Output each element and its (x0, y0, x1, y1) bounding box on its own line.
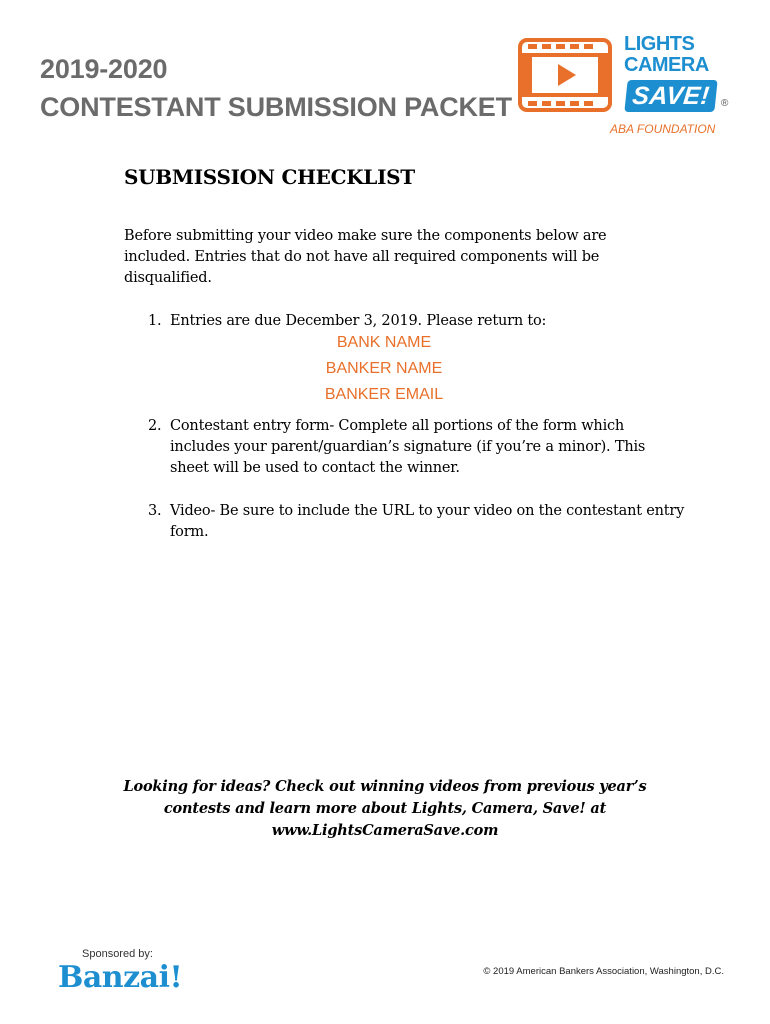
film-play-icon (518, 38, 612, 112)
sponsored-label: Sponsored by: (82, 948, 153, 960)
logo-word-camera: CAMERA (624, 54, 709, 76)
logo-wordmark (624, 34, 709, 76)
logo-save-badge: SAVE! (624, 80, 717, 112)
ideas-line-2: contests and learn more about Lights, Camera, Save! at (163, 800, 607, 817)
bank-name-placeholder: BANK NAME (336, 334, 432, 351)
logo-word-lights: LIGHTS (624, 33, 695, 55)
page-title-year: 2019-2020 (40, 54, 168, 84)
checklist-item-3 (148, 501, 688, 543)
ideas-line-1: Looking for ideas? Check out winning videos from previous year’s (123, 778, 647, 795)
registered-mark: ® (721, 98, 729, 109)
lights-camera-save-logo (518, 34, 728, 144)
checklist-item-2 (148, 416, 688, 479)
checklist-item-text: Contestant entry form- Complete all portions of the form which includes your parent/guardian’s signature (if you’re a minor). This sheet will be used to contact the winner. (170, 418, 646, 476)
checklist-item-text: Video- Be sure to include the URL to your video on the contestant entry form. (170, 503, 685, 540)
copyright-notice: © 2019 American Bankers Association, Washington, D.C. (483, 966, 724, 977)
checklist-item-number: 2. (148, 418, 162, 434)
page-title (40, 50, 512, 126)
banker-name-placeholder: BANKER NAME (325, 360, 443, 377)
ideas-callout (100, 776, 670, 842)
banker-email-placeholder: BANKER EMAIL (324, 386, 444, 403)
checklist-intro: Before submitting your video make sure the components below are included. Entries that do not have all required components will be disqualified. (124, 228, 607, 286)
logo-organization: ABA FOUNDATION (610, 122, 716, 136)
checklist-item-text: Entries are due December 3, 2019. Please return to: (170, 313, 547, 329)
checklist-item-number: 3. (148, 503, 162, 519)
ideas-website: www.LightsCameraSave.com (271, 822, 499, 839)
banzai-logo: Banzai! (58, 960, 183, 995)
checklist-item-1 (148, 311, 688, 332)
page-title-name: CONTESTANT SUBMISSION PACKET (40, 92, 512, 122)
checklist-item-number: 1. (148, 313, 162, 329)
checklist-heading: SUBMISSION CHECKLIST (124, 165, 415, 189)
